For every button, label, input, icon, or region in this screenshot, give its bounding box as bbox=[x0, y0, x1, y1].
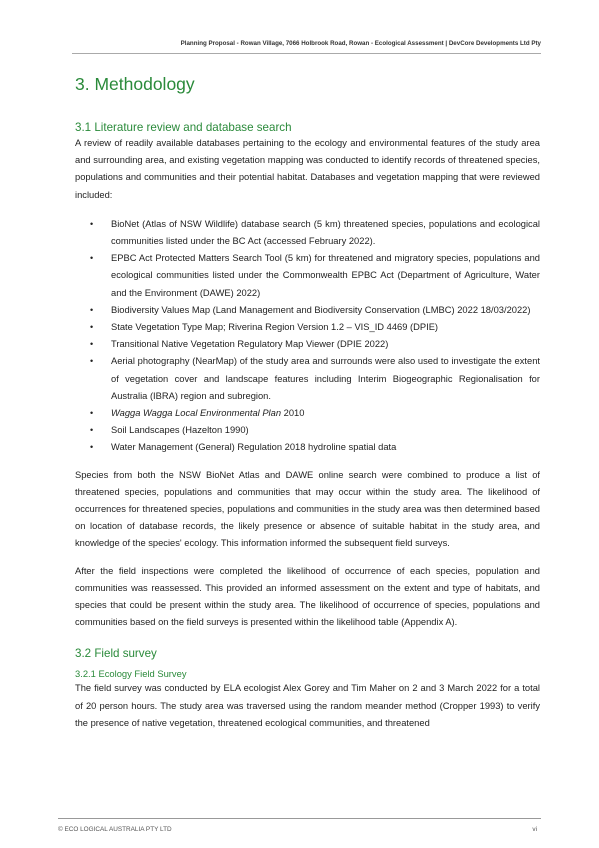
bullet-icon: • bbox=[90, 408, 94, 419]
list-item bbox=[75, 422, 540, 439]
list-item bbox=[75, 302, 540, 319]
list-item-text: EPBC Act Protected Matters Search Tool (5 km) for threatened and migratory species, populations and ecological communities listed under the Commonwealth EPBC Act (Department of Agriculture, Water and the Environment (DAWE) 2022) bbox=[111, 253, 540, 298]
bullet-icon: • bbox=[90, 304, 94, 315]
species-paragraph: Species from both the NSW BioNet Atlas and DAWE online search were combined to produce a list of threatened species, populations and communities that may occur within the study area. The likelihood of occurrences for threatened species, populations and communities in the study area was then determined based on location of database records, the likely presence or absence of suitable habitat in the study area, and knowledge of the species' ecology. This information informed the subsequent field surveys. bbox=[75, 469, 540, 549]
list-item-text: Biodiversity Values Map (Land Management and Biodiversity Conservation (LMBC) 2022 18/03/2022) bbox=[111, 304, 531, 315]
bullet-icon: • bbox=[90, 322, 94, 333]
page-header: Planning Proposal - Rowan Village, 7066 Holbrook Road, Rowan - Ecological Assessment | DevCore Developments Ltd Pty bbox=[180, 40, 541, 47]
list-item-text: Water Management (General) Regulation 2018 hydroline spatial data bbox=[111, 442, 397, 453]
bullet-icon: • bbox=[90, 356, 94, 367]
bullet-icon: • bbox=[90, 339, 94, 350]
subsection-heading-3-2-1: 3.2.1 Ecology Field Survey bbox=[75, 668, 187, 680]
list-item-text: Soil Landscapes (Hazelton 1990) bbox=[111, 425, 249, 436]
header-divider bbox=[72, 53, 541, 54]
database-list bbox=[75, 216, 540, 457]
lep-year: 2010 bbox=[281, 408, 305, 419]
list-item bbox=[75, 439, 540, 456]
list-item bbox=[75, 353, 540, 405]
field-survey-paragraph: The field survey was conducted by ELA ecologist Alex Gorey and Tim Maher on 2 and 3 March 2022 for a total of 20 person hours. The study area was traversed using the random meander method (Cropper 1993) to verify the presence of native vegetation, threatened ecological communities, and threatened bbox=[75, 683, 540, 728]
section-heading-3-1: 3.1 Literature review and database search bbox=[75, 121, 292, 134]
list-item-text: Transitional Native Vegetation Regulatory Map Viewer (DPIE 2022) bbox=[111, 339, 389, 350]
list-item-text: Aerial photography (NearMap) of the study area and surrounds were also used to investigate the extent of vegetation cover and landscape features including Interim Biogeographic Regionalisation for Australia (IBRA) region and subregion. bbox=[111, 356, 540, 401]
lep-title: Wagga Wagga Local Environmental Plan bbox=[111, 408, 282, 419]
footer-divider bbox=[58, 818, 541, 819]
bullet-icon: • bbox=[90, 425, 94, 436]
bullet-icon: • bbox=[90, 218, 94, 229]
list-item-text: BioNet (Atlas of NSW Wildlife) database search (5 km) threatened species, populations and ecological communities listed under the BC Act (accessed February 2022). bbox=[111, 218, 540, 247]
list-item bbox=[75, 216, 540, 250]
main-content bbox=[75, 121, 540, 742]
list-item bbox=[75, 405, 540, 422]
page-number: vi bbox=[532, 826, 537, 833]
bullet-icon: • bbox=[90, 442, 94, 453]
list-item bbox=[75, 336, 540, 353]
list-item bbox=[75, 319, 540, 336]
section-heading-3-2: 3.2 Field survey bbox=[75, 647, 157, 661]
list-item-text: State Vegetation Type Map; Riverina Region Version 1.2 – VIS_ID 4469 (DPIE) bbox=[111, 322, 439, 333]
intro-paragraph: A review of readily available databases pertaining to the ecology and environmental features of the study area and surrounding area, and existing vegetation mapping was conducted to identify records of threatened species, populations and communities and their potential habitat. Databases and vegetation mapping that were reviewed included: bbox=[75, 138, 540, 200]
list-item bbox=[75, 250, 540, 302]
bullet-icon: • bbox=[90, 253, 94, 264]
page-title: 3. Methodology bbox=[75, 74, 195, 94]
footer-copyright: © ECO LOGICAL AUSTRALIA PTY LTD bbox=[58, 826, 172, 833]
likelihood-paragraph: After the field inspections were completed the likelihood of occurrence of each species, population and communities was reassessed. This provided an informed assessment on the extent and type of habitats, and species that could be present within the study area. The likelihood of occurrence of species, populations and communities based on the field surveys is presented within the likelihood table (Appendix A). bbox=[75, 565, 540, 628]
